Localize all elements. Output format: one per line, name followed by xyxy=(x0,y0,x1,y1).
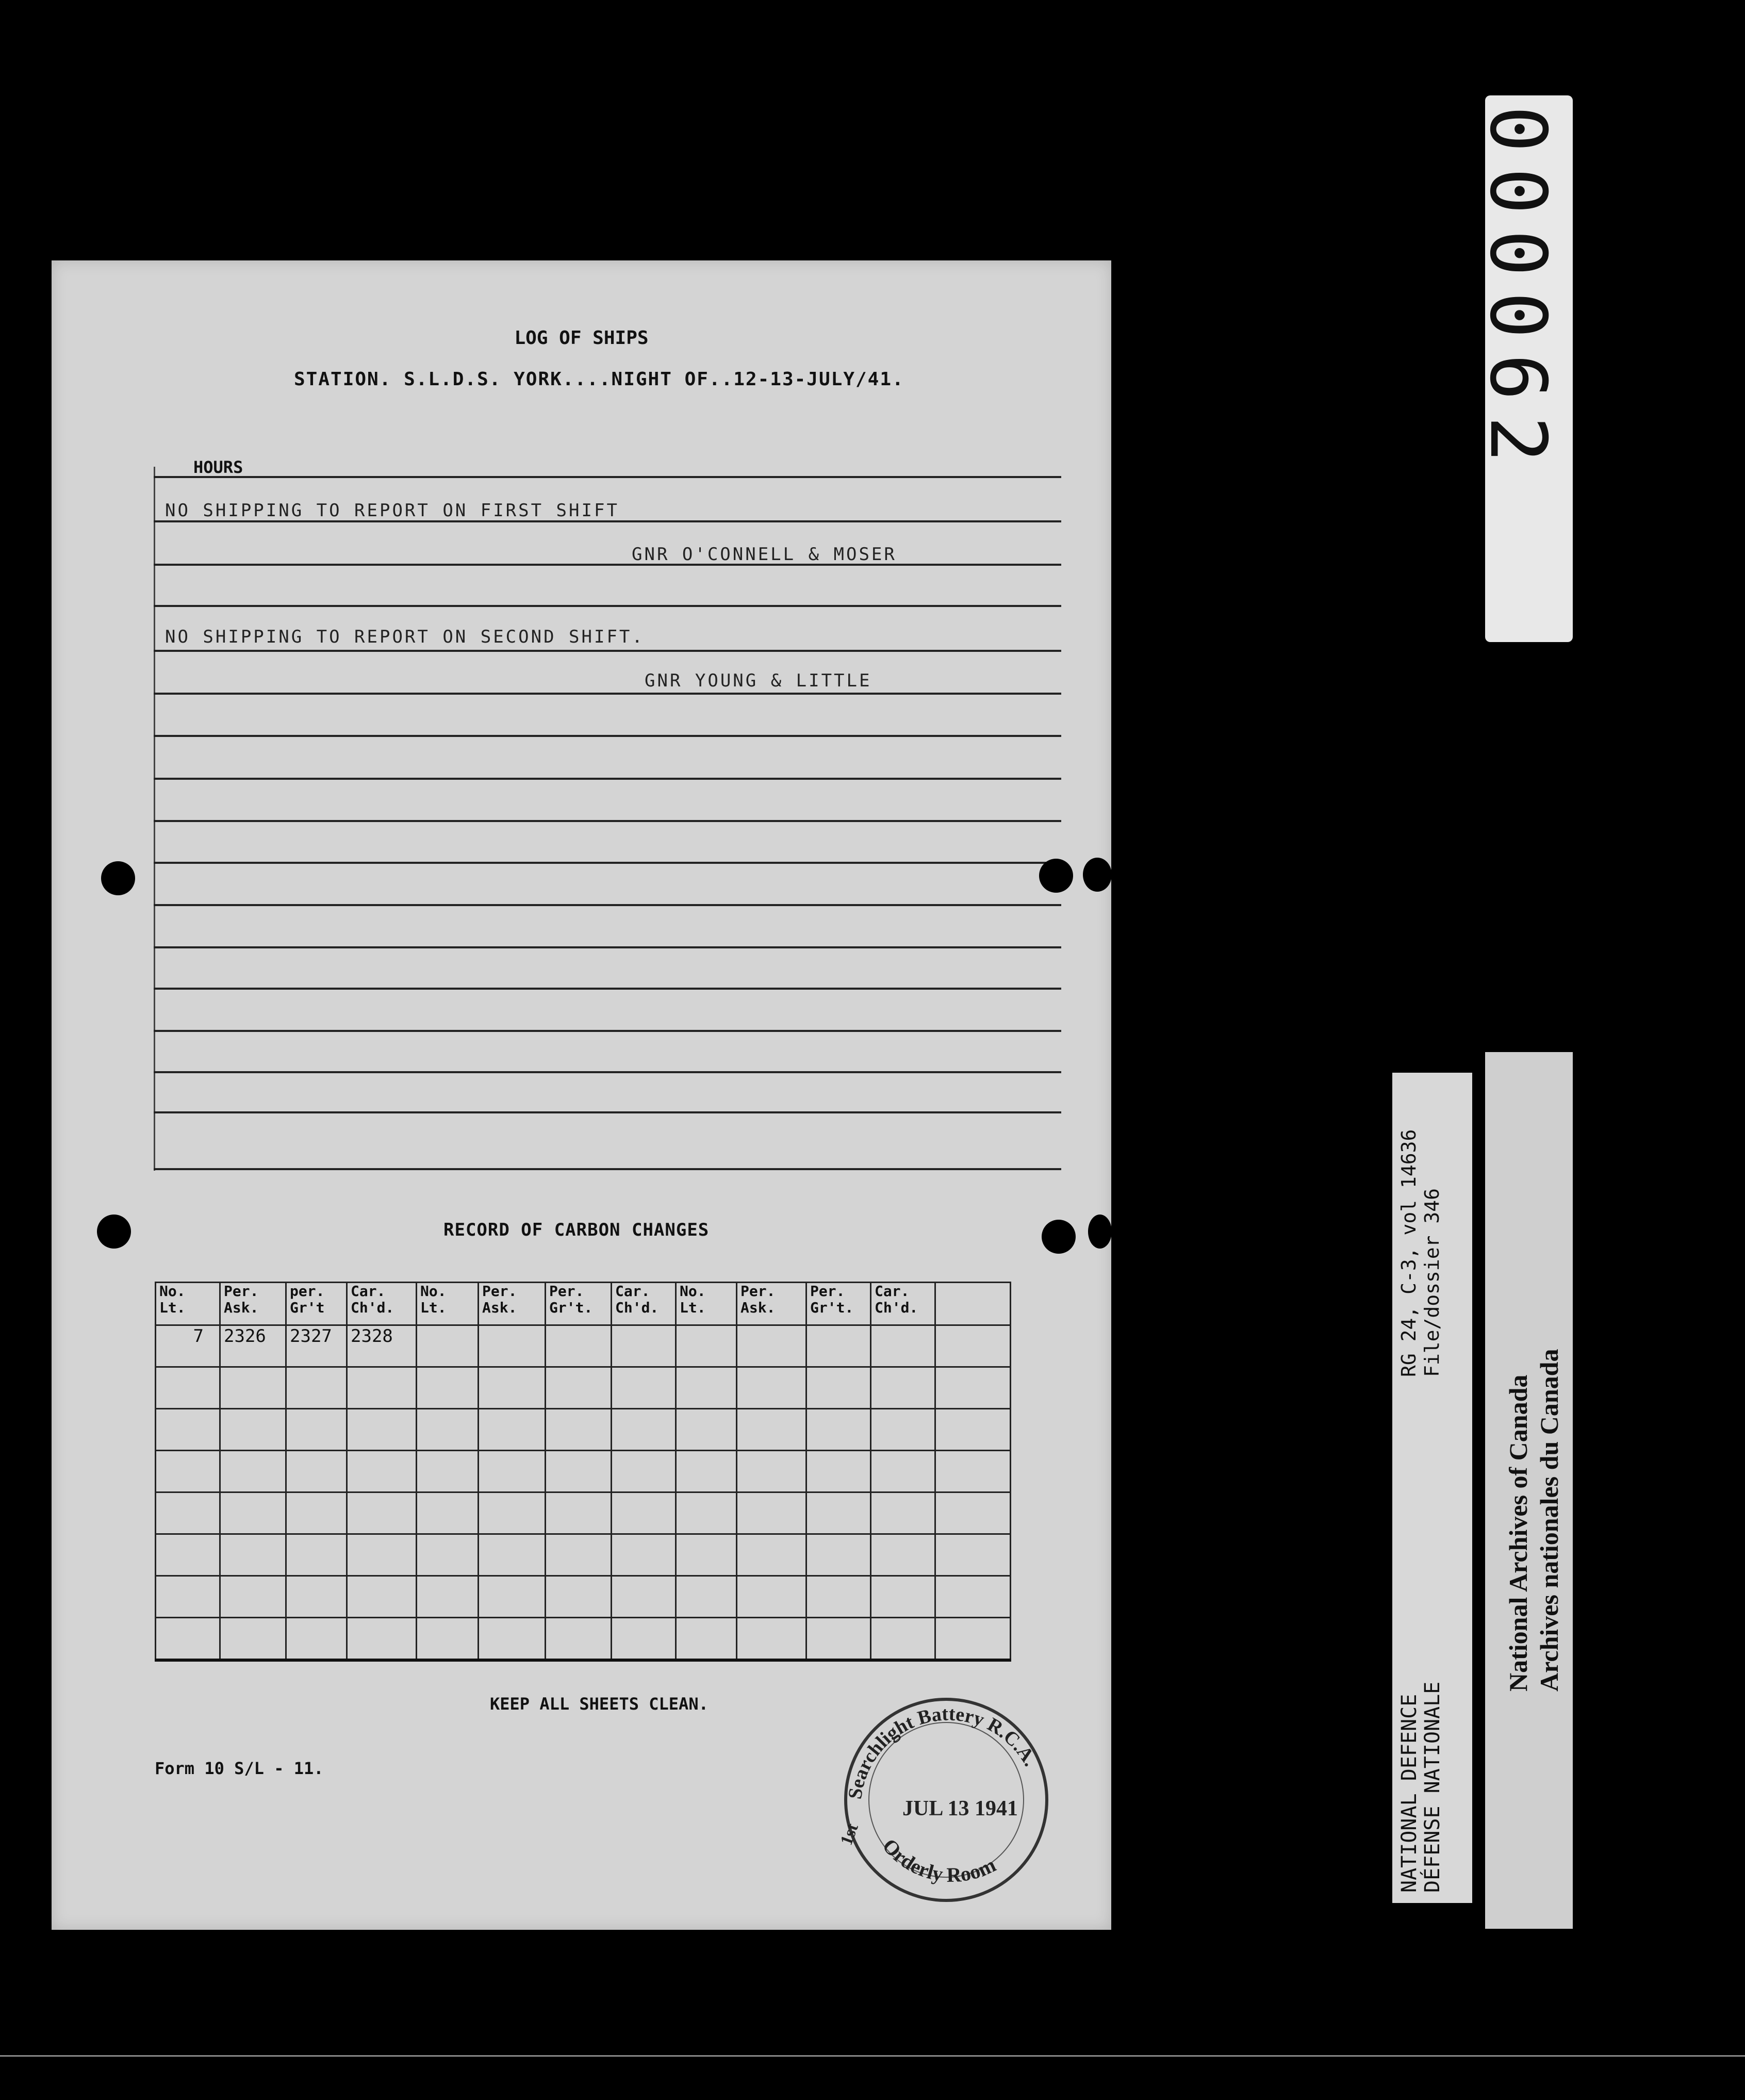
log-rule xyxy=(154,1111,1061,1113)
carbon-header: Per. Gr't. xyxy=(806,1283,871,1325)
carbon-cell: 7 xyxy=(156,1325,220,1367)
station-line: STATION. S.L.D.S. YORK....NIGHT OF..12-13-JULY/41. xyxy=(294,369,904,390)
table-row xyxy=(156,1367,1011,1409)
punch-hole xyxy=(1083,858,1112,892)
punch-hole xyxy=(1039,859,1073,893)
log-rule xyxy=(154,1071,1061,1073)
orderly-room-stamp xyxy=(825,1676,1062,1913)
footer-note: KEEP ALL SHEETS CLEAN. xyxy=(490,1694,709,1714)
log-entry: GNR YOUNG & LITTLE xyxy=(645,670,872,691)
carbon-header: Per. Ask. xyxy=(220,1283,286,1325)
table-row xyxy=(156,1451,1011,1492)
national-defence-label xyxy=(1392,1073,1472,1903)
form-number: Form 10 S/L - 11. xyxy=(155,1759,324,1778)
document-title: LOG OF SHIPS xyxy=(514,327,649,349)
log-rule xyxy=(154,650,1061,652)
log-rule xyxy=(154,564,1061,566)
table-row xyxy=(156,1492,1011,1534)
archive-reference: File/dossier 346 xyxy=(1421,1188,1443,1377)
log-entry: NO SHIPPING TO REPORT ON SECOND SHIFT. xyxy=(165,627,645,647)
svg-text:Orderly Room xyxy=(878,1834,999,1886)
carbon-header: Per. Ask. xyxy=(737,1283,806,1325)
log-rule xyxy=(154,693,1061,695)
carbon-table xyxy=(155,1282,1011,1662)
table-row xyxy=(156,1618,1011,1661)
svg-text:Searchlight Battery R.C.A. xyxy=(844,1703,1041,1800)
log-rule xyxy=(154,1168,1061,1170)
document-sheet xyxy=(52,260,1111,1930)
log-entry: GNR O'CONNELL & MOSER xyxy=(632,544,897,565)
punch-hole xyxy=(1088,1215,1112,1249)
archive-reference: RG 24, C-3, vol 14636 xyxy=(1397,1129,1420,1377)
log-rule xyxy=(154,988,1061,990)
log-rule xyxy=(154,862,1061,864)
punch-hole xyxy=(101,861,135,895)
carbon-header: Car. Ch'd. xyxy=(871,1283,935,1325)
label-line: NATIONAL DEFENCE xyxy=(1397,1694,1421,1893)
carbon-header: Car. Ch'd. xyxy=(347,1283,417,1325)
carbon-header: No. Lt. xyxy=(676,1283,737,1325)
table-row xyxy=(156,1576,1011,1618)
reel-number-strip xyxy=(1473,95,1573,642)
log-entry: NO SHIPPING TO REPORT ON FIRST SHIFT xyxy=(165,500,619,521)
carbon-header: Car. Ch'd. xyxy=(612,1283,676,1325)
label-line: DÉFENSE NATIONALE xyxy=(1421,1681,1444,1893)
national-archives-label xyxy=(1485,1052,1573,1929)
carbon-title: RECORD OF CARBON CHANGES xyxy=(443,1220,710,1240)
log-rule xyxy=(154,946,1061,948)
archives-name-en: National Archives of Canada xyxy=(1504,1374,1533,1692)
stamp-top-text: Searchlight Battery R.C.A. xyxy=(844,1703,1042,1801)
archives-name-fr: Archives nationales du Canada xyxy=(1535,1349,1563,1692)
table-row xyxy=(156,1534,1011,1576)
log-rule xyxy=(154,904,1061,906)
log-rule xyxy=(154,778,1061,780)
frame-bottom-line xyxy=(0,2055,1745,2057)
carbon-header: per. Gr't xyxy=(286,1283,347,1325)
stamp-side-text: 1st xyxy=(836,1821,862,1848)
log-rule xyxy=(154,476,1061,478)
punch-hole xyxy=(97,1215,131,1249)
carbon-header xyxy=(935,1283,1011,1325)
carbon-cell: 2328 xyxy=(347,1325,417,1367)
table-row xyxy=(156,1325,1011,1367)
reel-number: 000062 xyxy=(1473,106,1562,478)
carbon-header-row xyxy=(156,1283,1011,1325)
carbon-header: No. Lt. xyxy=(417,1283,479,1325)
hours-label: HOURS xyxy=(193,457,243,477)
log-rule xyxy=(154,735,1061,737)
carbon-cell: 2327 xyxy=(286,1325,347,1367)
log-rule xyxy=(154,820,1061,822)
carbon-cell: 2326 xyxy=(220,1325,286,1367)
log-rule xyxy=(154,605,1061,607)
table-row xyxy=(156,1409,1011,1451)
log-rule xyxy=(154,1030,1061,1032)
carbon-header: Per. Ask. xyxy=(479,1283,546,1325)
carbon-header: No. Lt. xyxy=(156,1283,220,1325)
stamp-bottom-text: Orderly Room xyxy=(878,1834,1000,1887)
carbon-header: Per. Gr't. xyxy=(546,1283,612,1325)
log-left-margin xyxy=(154,467,155,1171)
stamp-date: JUL 13 1941 xyxy=(902,1797,1018,1820)
punch-hole xyxy=(1042,1220,1076,1254)
